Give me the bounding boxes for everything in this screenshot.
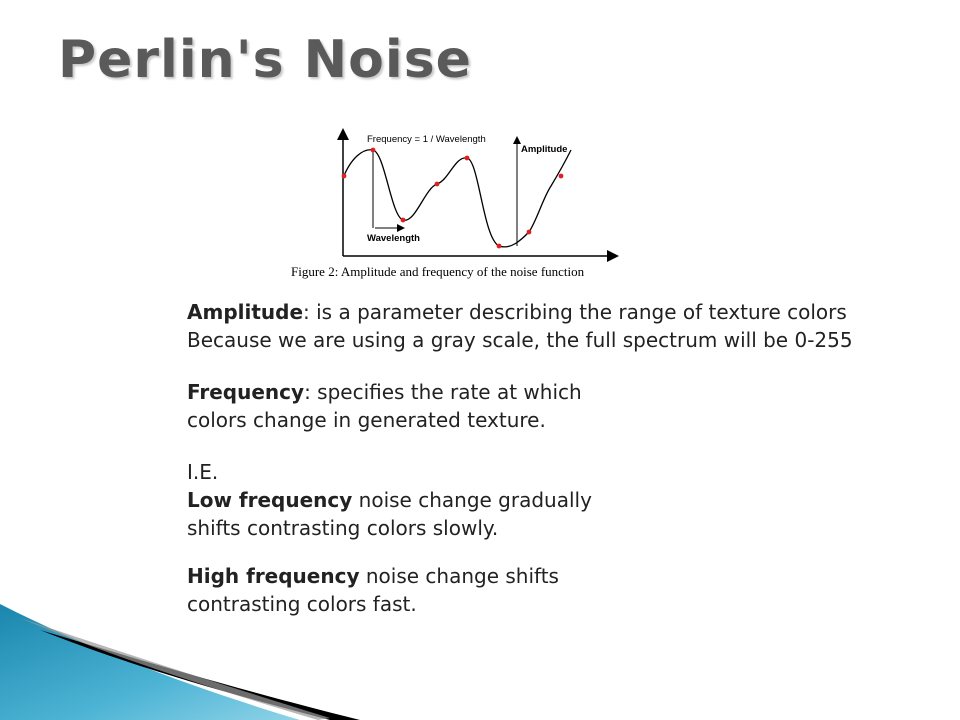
sample-point: [371, 148, 376, 153]
amplitude-line-1: [187, 298, 957, 326]
amplitude-line-2: Because we are using a gray scale, the full spectrum will be 0-255: [187, 328, 853, 352]
slide-title: Perlin's Noise: [58, 30, 472, 90]
high-frequency-term: High frequency: [187, 564, 360, 588]
high-frequency-definition: noise change shifts: [359, 564, 559, 588]
sample-point: [342, 174, 347, 179]
low-frequency-definition: noise change gradually: [352, 488, 592, 512]
low-frequency-term: Low frequency: [187, 488, 353, 512]
noise-figure: [285, 128, 630, 288]
frequency-line-1: [187, 378, 957, 406]
low-frequency-line-1: [187, 486, 957, 514]
sample-point: [401, 218, 406, 223]
noise-function-diagram: [285, 128, 630, 263]
sample-point: [435, 182, 440, 187]
sample-point: [559, 174, 564, 179]
high-frequency-line-2: contrasting colors fast.: [187, 592, 417, 616]
figure-caption: Figure 2: Amplitude and frequency of the noise function: [291, 264, 585, 279]
sample-point: [527, 230, 532, 235]
wavelength-label: Wavelength: [367, 233, 420, 244]
sample-point: [497, 244, 502, 249]
frequency-term: Frequency: [187, 380, 305, 404]
amplitude-label: Amplitude: [521, 144, 568, 155]
frequency-label: Frequency = 1 / Wavelength: [367, 134, 486, 145]
frequency-line-2: colors change in generated texture.: [187, 408, 546, 432]
amplitude-definition: : is a parameter describing the range of texture colors: [303, 300, 847, 324]
ie-label: I.E.: [187, 460, 219, 484]
amplitude-term: Amplitude: [187, 300, 304, 324]
low-frequency-line-2: shifts contrasting colors slowly.: [187, 516, 499, 540]
sample-point: [465, 156, 470, 161]
high-frequency-line-1: [187, 562, 957, 590]
decorative-swoosh: [0, 590, 380, 720]
slide-body: [187, 298, 957, 618]
frequency-definition: : specifies the rate at which: [304, 380, 582, 404]
